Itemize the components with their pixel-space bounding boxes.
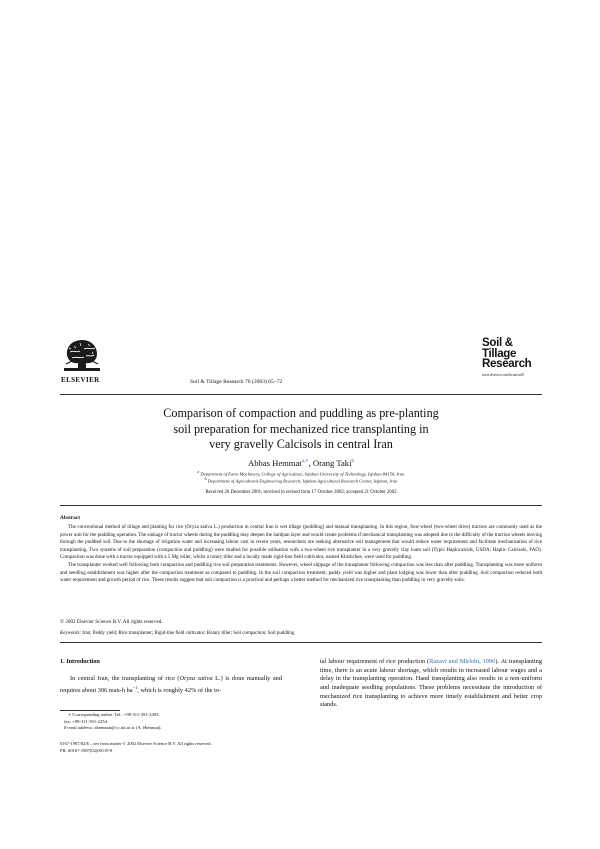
journal-logo-line-1: Soil & bbox=[482, 337, 513, 349]
intro-paragraph-left: In central Iran, the transplanting of rice (Oryza sativa L.) is done manually and requires about 306 man-h $ha^{-1}$, which is roughly 42% of the to- bbox=[60, 675, 282, 694]
affiliation-a bbox=[60, 470, 542, 477]
abstract-paragraph-2: The transplanter worked well following both compaction and puddling rice soil preparation treatments. However, wheel slippage of the transplanter following compaction was less than after puddling. Transplanting was more uniform and seedling establishment was higher after the compaction treatment as compared to puddling. In the soil compaction treatment, paddy yield was higher and plant lodging was lower than after puddling. Soil compaction reduced both water requirement and growth period of rice. These results suggest that soil compaction is a practical and perhaps a better method for mechanized rice transplanting than puddling in very gravelly soils. bbox=[60, 561, 542, 584]
article-title bbox=[60, 406, 542, 453]
copyright-notice: © 2002 Elsevier Science B.V. All rights reserved. bbox=[60, 619, 163, 625]
author-name: Orang Taki bbox=[312, 458, 352, 468]
abstract-bottom-rule bbox=[60, 642, 542, 643]
footnote-mark: ∗ bbox=[68, 712, 72, 717]
journal-citation: Soil & Tillage Research 70 (2003) 65–72 bbox=[190, 379, 283, 385]
journal-url: www.elsevier.com/locate/still bbox=[482, 372, 524, 377]
section-heading-introduction: 1. Introduction bbox=[60, 658, 100, 665]
title-line-1: Comparison of compaction and puddling as pre-planting bbox=[163, 406, 439, 420]
abstract-paragraph-1: The conventional method of tillage and planting for rice (Oryza sativa L.) production in central Iran is wet tillage (puddling) and manual transplanting. In this region, four-wheel (two-wheel drive) tractors are commonly used as the power unit for the puddling operation. The sinkage of tractor wheels during the puddling may deepen the hardpan layer and would create problems if mechanical transplanting was adopted due to the difficulty of the traction wheels moving through the puddled soil. Due to the shortage of irrigation water and increasing labour cost in recent years, researchers are seeking alternative soil management that would reduce water requirement and facilitate mechanisation of rice transplanting. Two systems of soil preparation (compaction and puddling) were studied for possible utilisation with a two-wheel rice transplanter in a very gravelly clay loam soil (Typic Haplocalcids, USDA; Haplic Calcisols, FAO). Compaction was done with a tractor equipped with a 5 Mg roller, whilst a rotary tiller and a locally made rigid-tine field cultivator, named Khishchee, were used for puddling. bbox=[60, 524, 542, 561]
footer-line-2: PII: S0167-1987(02)00119-8 bbox=[60, 747, 113, 753]
title-line-2: soil preparation for mechanized rice transplanting in bbox=[173, 421, 429, 436]
author-name: Abbas Hemmat bbox=[248, 458, 302, 468]
journal-logo-line-3: Research bbox=[482, 358, 532, 370]
intro-paragraph-right: tal labour requirement of rice production (Razavi and Mirlohi, 1996). At transplanting time, there is an acute labour shortage, which results in increased labour wages and a delay in the transplanting operation. Hand transplanting also results in a non-uniform and inadequate seedling populations. These problems necessitate the introduction of mechanized rice transplanting to achieve more timely establishment and better crop stands. bbox=[320, 658, 542, 709]
footnote-rule bbox=[60, 710, 120, 711]
front-matter-footer bbox=[60, 741, 212, 754]
email-address[interactable]: ahemmat@cc.iut.ac.ir (A. Hemmat). bbox=[93, 725, 162, 731]
keywords-label: Keywords: bbox=[60, 631, 82, 636]
abstract-body bbox=[60, 524, 542, 585]
affiliation-mark: b bbox=[204, 477, 207, 481]
journal-logo-line-2: Tillage bbox=[482, 347, 517, 360]
citation-link[interactable]: Razavi and Mirlohi, 1996 bbox=[429, 658, 496, 665]
corresponding-author-footnote bbox=[60, 712, 282, 732]
author-affiliation-mark[interactable]: a,∗ bbox=[301, 459, 309, 465]
title-line-3: very gravelly Calcisols in central Iran bbox=[209, 437, 393, 451]
footer-line-1: 0167-1987/02/$ – see front matter © 2002 Elsevier Science B.V. All rights reserved. bbox=[60, 741, 212, 746]
footnote-line-2: fax: +98-311-391-2254. bbox=[64, 718, 109, 724]
affiliation-mark: a bbox=[197, 470, 200, 474]
species-name: Oryza sativa bbox=[179, 675, 213, 682]
article-dates: Received 20 December 2001; received in revised form 17 October 2002; accepted 21 October 2002 bbox=[205, 490, 397, 495]
email-label: E-mail address: bbox=[64, 725, 94, 731]
footnote-line-1: Corresponding author. Tel.: +98-311-391-3493; bbox=[71, 712, 160, 717]
author-list bbox=[60, 458, 542, 468]
publisher-name: ELSEVIER bbox=[61, 376, 100, 384]
journal-logo bbox=[482, 338, 548, 377]
author-affiliation-mark[interactable]: b bbox=[351, 459, 354, 465]
elsevier-tree-logo bbox=[62, 334, 102, 374]
author-separator: , bbox=[308, 458, 313, 468]
keywords-list: Iran; Paddy yield; Rice transplanter; Rigid-tine field cultivator; Rotary tiller; Soil compaction; Soil puddling bbox=[81, 631, 295, 636]
header-rule bbox=[60, 394, 542, 395]
tree-icon bbox=[62, 334, 102, 374]
affiliation-text: Department of Agricultural Engineering Research, Isfahan Agricultural Research Center, Isfahan, Iran bbox=[206, 478, 398, 484]
affiliation-b bbox=[60, 477, 542, 484]
abstract-top-rule bbox=[60, 505, 542, 506]
abstract-heading: Abstract bbox=[60, 515, 81, 521]
keywords bbox=[60, 631, 294, 636]
intro-right-column bbox=[320, 658, 542, 710]
intro-left-column bbox=[60, 675, 282, 695]
affiliation-text: Department of Farm Machinery, College of Agriculture, Isfahan University of Technology, Isfahan 84156, Iran bbox=[199, 471, 405, 477]
